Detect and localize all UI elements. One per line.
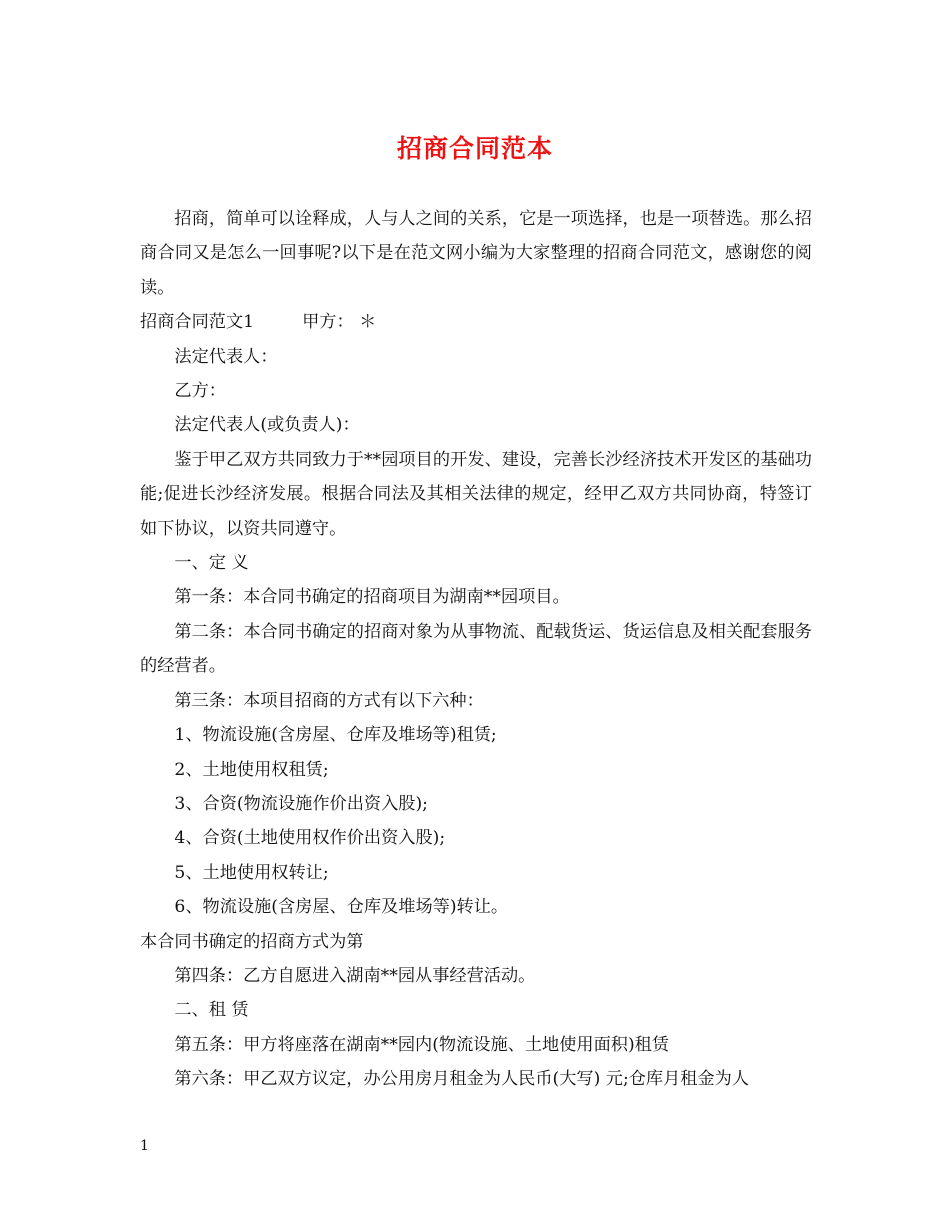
method-confirmation: 本合同书确定的招商方式为第 [140,931,364,952]
section-lease-heading: 二、租 赁 [174,1000,249,1021]
method-item-2: 2、土地使用权租赁; [174,759,329,780]
method-item-3: 3、合资(物流设施作价出资入股); [174,793,428,814]
method-item-4: 4、合资(土地使用权作价出资入股); [174,828,446,849]
sample-heading-line [140,305,812,339]
method-item-6: 6、物流设施(含房屋、仓库及堆场等)转让。 [174,897,509,918]
document-title: 招商合同范本 [396,134,553,163]
method-item-5: 5、土地使用权转让; [174,862,329,883]
legal-representative: 法定代表人： [174,346,278,367]
section-definition-heading: 一、定 义 [174,553,249,574]
preamble-paragraph: 鉴于甲乙双方共同致力于**园项目的开发、建设，完善长沙经济技术开发区的基础功能;促进长沙经济发展。根据合同法及其相关法律的规定，经甲乙双方共同协商，特签订如下协议，以资共同遵守。 [140,449,812,539]
sample-heading: 招商合同范文1 [140,312,255,333]
page-number: 1 [140,1138,149,1154]
article-5: 第五条：甲方将座落在湖南**园内(物流设施、土地使用面积)租赁 [174,1034,670,1055]
document-body [140,202,812,1097]
article-1: 第一条：本合同书确定的招商项目为湖南**园项目。 [174,587,570,608]
party-b: 乙方： [174,381,226,402]
article-4: 第四条：乙方自愿进入湖南**园从事经营活动。 [174,965,536,986]
party-a-label: 甲方： ＊ [302,312,377,333]
intro-paragraph: 招商，简单可以诠释成，人与人之间的关系，它是一项选择，也是一项替选。那么招商合同又是怎么一回事呢?以下是在范文网小编为大家整理的招商合同范文，感谢您的阅读。 [140,209,812,298]
article-6: 第六条：甲乙双方议定，办公用房月租金为人民币(大写) 元;仓库月租金为人 [174,1069,750,1090]
legal-representative-b: 法定代表人(或负责人)： [174,415,360,436]
method-item-1: 1、物流设施(含房屋、仓库及堆场等)租赁; [174,725,497,746]
article-2: 第二条：本合同书确定的招商对象为从事物流、配载货运、货运信息及相关配套服务的经营者。 [140,621,812,677]
article-3: 第三条：本项目招商的方式有以下六种： [174,690,484,711]
